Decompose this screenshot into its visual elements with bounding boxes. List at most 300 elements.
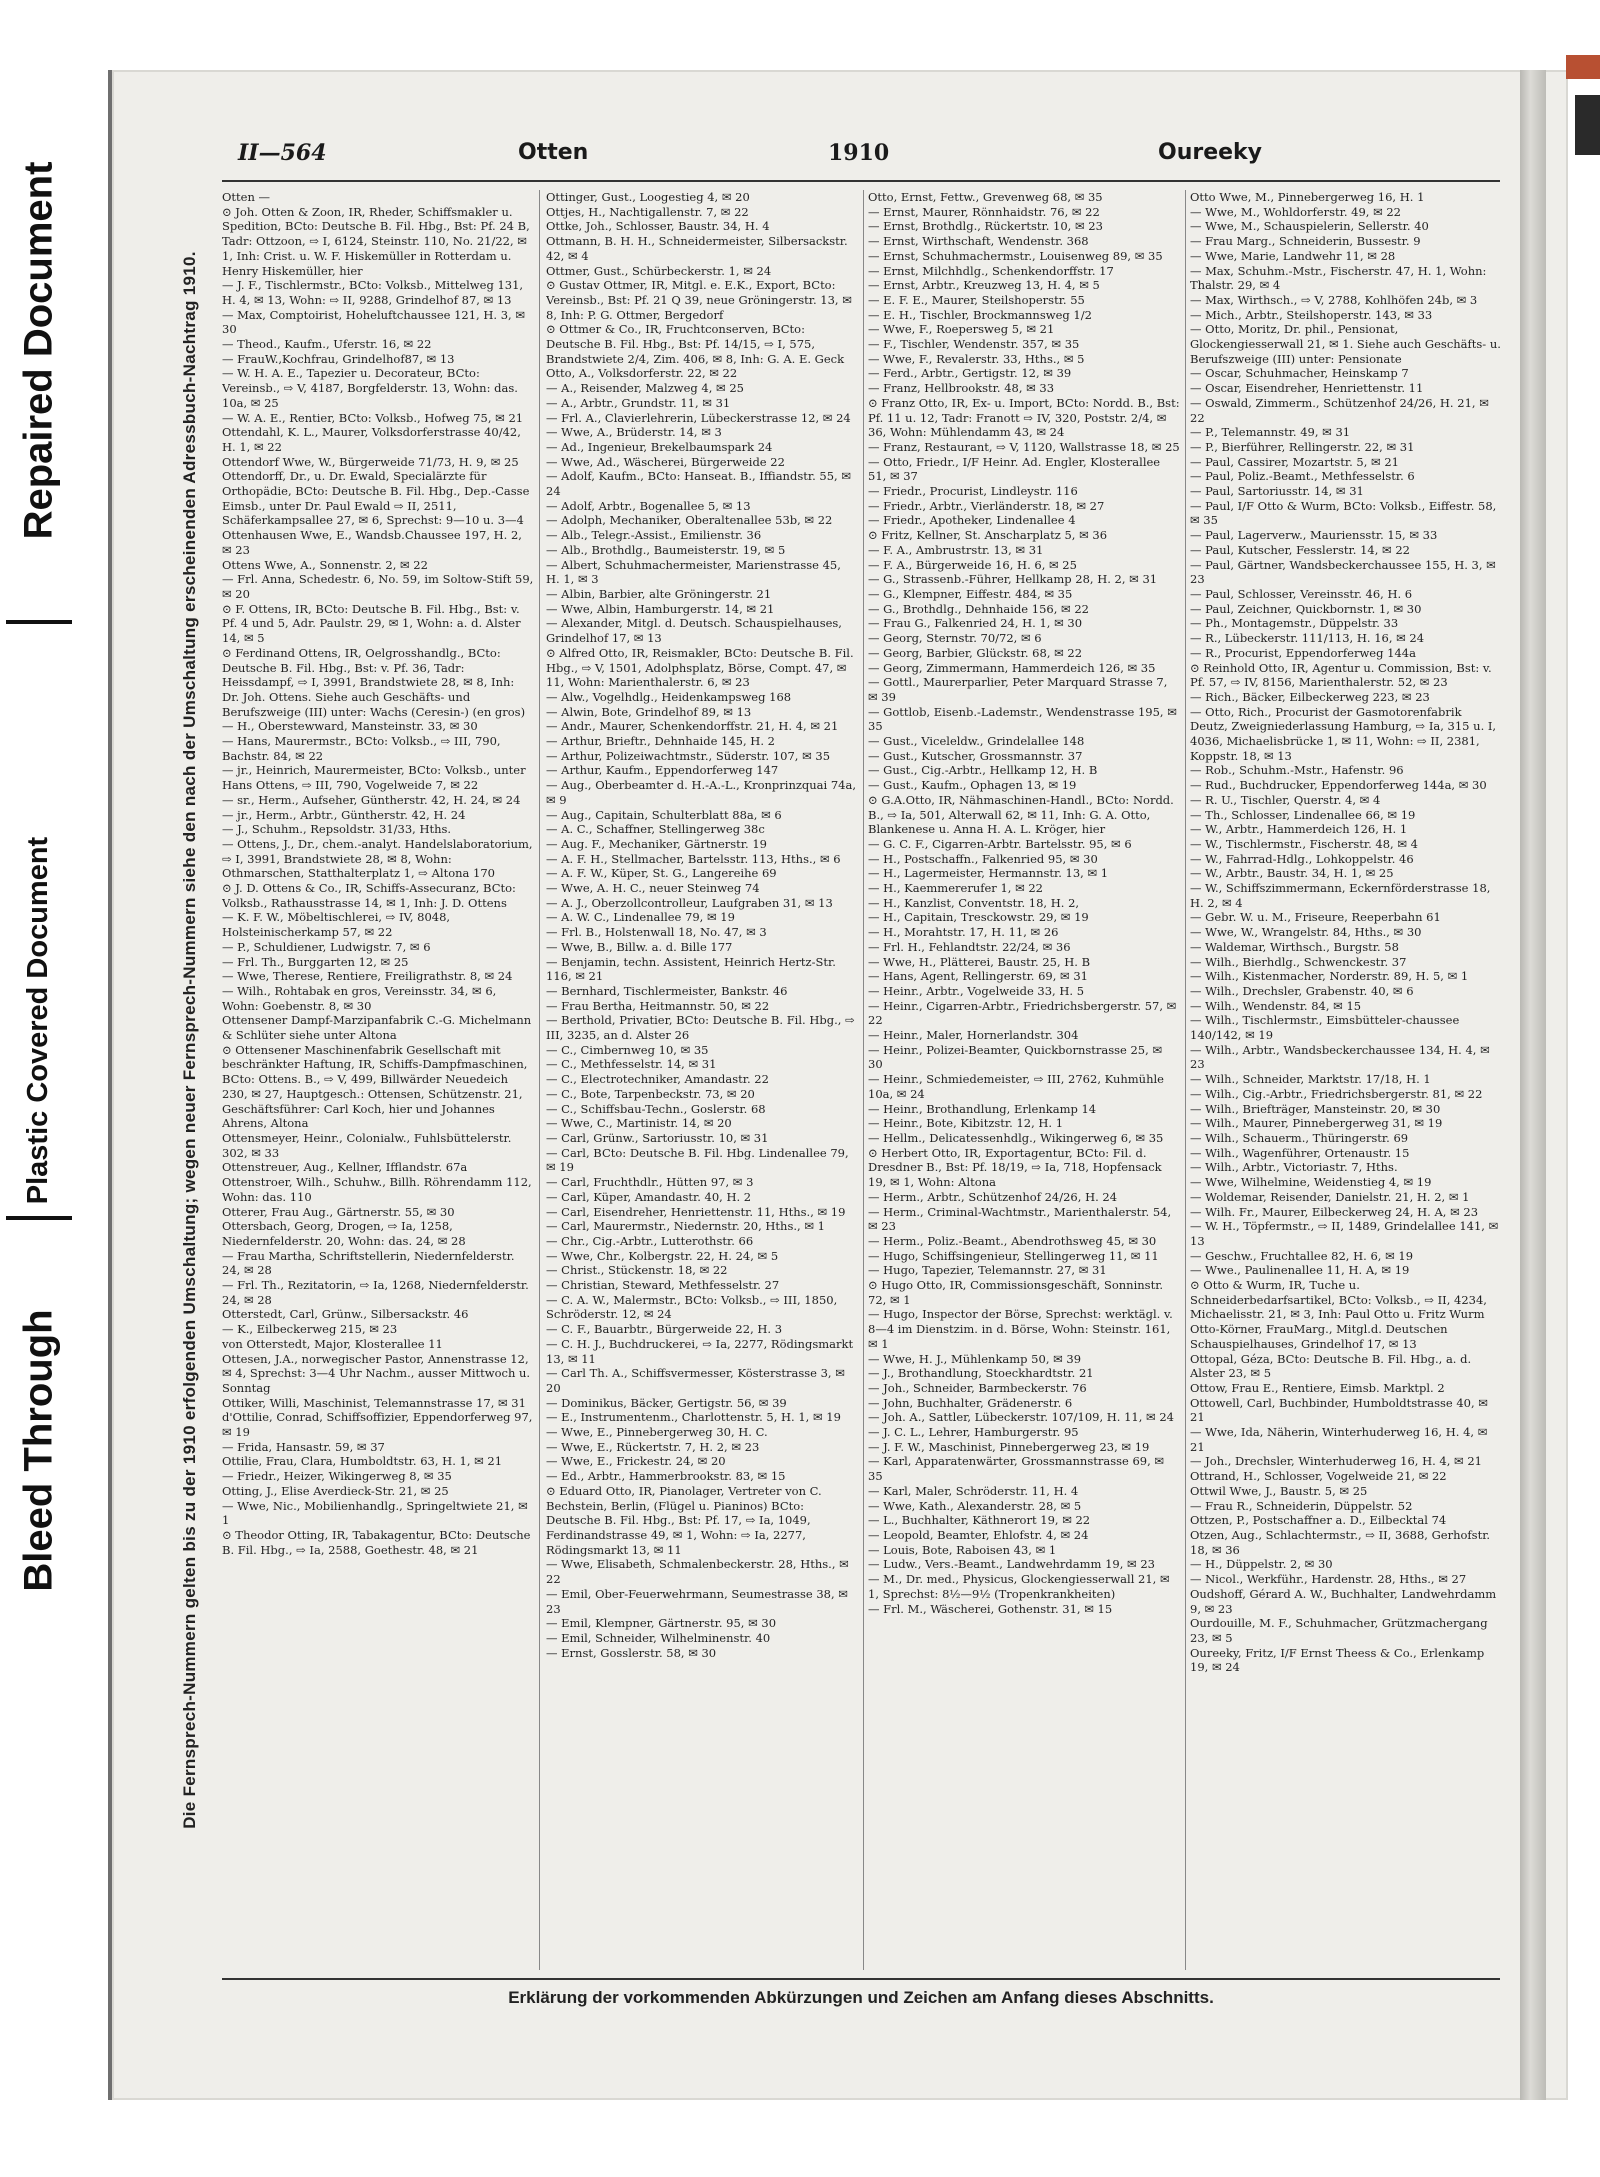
- directory-entry: — H., Kanzlist, Conventstr. 18, H. 2,: [868, 895, 1080, 910]
- directory-entry: — Gust., Kaufm., Ophagen 13, ✉ 19: [868, 778, 1077, 793]
- directory-entry: — Frau R., Schneiderin, Düppelstr. 52: [1190, 1498, 1413, 1513]
- directory-entry: ⊙ Ottensener Maschinenfabrik Gesellschaft mit beschränkter Haftung, IR, Schiffs-Dampfmaschinen, BCto: Ottens. B., ⇨ V, 499, Billwärder Neuedeich 230, ✉ 27, Hauptgesch.: Ottensen, Schützenstr. 21, Geschäftsführer: Carl Koch, hier und Johannes Ahrens, Altona: [222, 1042, 528, 1131]
- directory-entry: Otto, A., Volksdorferstr. 22, ✉ 22: [546, 366, 738, 381]
- directory-entry: — Frl. M., Wäscherei, Gothenstr. 31, ✉ 15: [868, 1601, 1113, 1616]
- directory-entry: Ottmann, B. H. H., Schneidermeister, Silbersackstr. 42, ✉ 4: [546, 234, 848, 263]
- directory-entry: — Frida, Hansastr. 59, ✉ 37: [222, 1439, 385, 1454]
- header-first-word: Otten: [518, 140, 589, 165]
- directory-entry: Ottendahl, K. L., Maurer, Volksdorferstrasse 40/42, H. 1, ✉ 22: [222, 425, 521, 454]
- directory-entry: Ottjes, H., Nachtigallenstr. 7, ✉ 22: [546, 204, 749, 219]
- directory-entry: — Wwe, M., Schauspielerin, Sellerstr. 40: [1190, 219, 1429, 234]
- plastic-covered-label: Plastic Covered Document: [22, 836, 55, 1204]
- directory-entry: — A. C., Schaffner, Stellingerweg 38c: [546, 822, 765, 837]
- directory-entry: — Albin, Barbier, alte Gröningerstr. 21: [546, 586, 772, 601]
- directory-entry: — K., Eilbeckerweg 215, ✉ 23: [222, 1322, 398, 1337]
- directory-entry: — Max, Schuhm.-Mstr., Fischerstr. 47, H. 1, Wohn: Thalstr. 29, ✉ 4: [1190, 263, 1487, 293]
- directory-entry: — H., Oberstewward, Mansteinstr. 33, ✉ 30: [222, 719, 478, 734]
- directory-entry: — K. F. W., Möbeltischlerei, ⇨ IV, 8048, Holsteinischerkamp 57, ✉ 22: [222, 910, 451, 940]
- directory-entry: Otzen, Aug., Schlachtermstr., ⇨ II, 3688, Gerhofstr. 18, ✉ 36: [1190, 1527, 1491, 1557]
- directory-entry: — W., Arbtr., Baustr. 34, H. 1, ✉ 25: [1190, 866, 1394, 881]
- directory-entry: — Adolf, Arbtr., Bogenallee 5, ✉ 13: [546, 498, 751, 513]
- directory-entry: Otto Wwe, M., Pinnebergerweg 16, H. 1: [1190, 190, 1425, 204]
- directory-entry: — G., Strassenb.-Führer, Hellkamp 28, H. 2, ✉ 31: [868, 572, 1158, 587]
- directory-entry: — Hugo, Inspector der Börse, Sprechst: werktägl. v. 8—4 im Dienstzim. in d. Börse, Wohn: Steinstr. 161, ✉ 1: [868, 1307, 1173, 1351]
- directory-entry: — Wilh., Wagenführer, Ortenaustr. 15: [1190, 1145, 1410, 1160]
- directory-entry: Ottersbach, Georg, Drogen, ⇨ Ia, 1258, Niedernfelderstr. 20, Wohn: das. 24, ✉ 28: [222, 1219, 466, 1248]
- directory-entry: — Otto, Rich., Procurist der Gasmotorenfabrik Deutz, Zweigniederlassung Hamburg, ⇨ Ia, 315 u. I, 4036, Michaelisbrücke 1, ✉ 11, Wohn: ⇨ II, 2381, Koppstr. 18, ✉ 13: [1190, 704, 1497, 763]
- directory-entry: — H., Düppelstr. 2, ✉ 30: [1190, 1557, 1333, 1572]
- directory-entry: — C., Schiffsbau-Techn., Goslerstr. 68: [546, 1101, 766, 1116]
- directory-entry: Ottinger, Gust., Loogestieg 4, ✉ 20: [546, 190, 750, 204]
- directory-entry: — A. W. C., Lindenallee 79, ✉ 19: [546, 910, 735, 925]
- directory-entry: Ottenstroer, Wilh., Schuhw., Billh. Röhrendamm 112, Wohn: das. 110: [222, 1175, 532, 1204]
- directory-entry: — G. C. F., Cigarren-Arbtr. Bartelsstr. 95, ✉ 6: [868, 836, 1132, 851]
- directory-entry: — Heinr., Brothandlung, Erlenkamp 14: [868, 1101, 1097, 1116]
- directory-entry: Oureeky, Fritz, I/F Ernst Theess & Co., Erlenkamp 19, ✉ 24: [1190, 1645, 1485, 1675]
- directory-entry: — A. F. W., Küper, St. G., Langereihe 69: [546, 866, 777, 881]
- directory-entry: — J. F., Tischlermstr., BCto: Volksb., Mittelweg 131, H. 4, ✉ 13, Wohn: ⇨ II, 9288, Grindelhof 87, ✉ 13: [222, 278, 524, 307]
- directory-entry: — FrauW.,Kochfrau, Grindelhof87, ✉ 13: [222, 351, 455, 366]
- directory-entry: — Karl, Apparatenwärter, Grossmannstrasse 69, ✉ 35: [868, 1454, 1165, 1484]
- directory-entry: — W., Fahrrad-Hdlg., Lohkoppelstr. 46: [1190, 851, 1414, 866]
- directory-entry: — Waldemar, Wirthsch., Burgstr. 58: [1190, 939, 1399, 954]
- directory-entry: — W. H., Töpfermstr., ⇨ II, 1489, Grindelallee 141, ✉ 13: [1190, 1219, 1499, 1248]
- directory-entry: — Otto, Moritz, Dr. phil., Pensionat, Glockengiesserwall 21, ✉ 1. Siehe auch Geschäfts- u. Berufszweige (III) unter: Pensionate: [1190, 322, 1501, 366]
- directory-entry: — Franz, Restaurant, ⇨ V, 1120, Wallstrasse 18, ✉ 25: [868, 439, 1180, 454]
- directory-entry: — Wwe, Marie, Landwehr 11, ✉ 28: [1190, 248, 1396, 263]
- directory-entry: — Georg, Sternstr. 70/72, ✉ 6: [868, 631, 1042, 646]
- telephone-notice: Die Fernsprech-Nummern gelten bis zu der 1910 erfolgenden Umschaltung; wegen neuer Fernsprech-Nummern siehe den nach der Umschaltung erscheinenden Adressbuch-Nachtrag 1910.: [180, 251, 199, 1829]
- directory-entry: Ottensener Dampf-Marzipanfabrik C.-G. Michelmann & Schlüter siehe unter Altona: [222, 1013, 532, 1043]
- directory-entry: — Wwe, Wilhelmine, Weidenstieg 4, ✉ 19: [1190, 1175, 1432, 1190]
- column-rule: [1185, 190, 1186, 1970]
- column-rule: [539, 190, 540, 1970]
- directory-entry: — Frl. Th., Rezitatorin, ⇨ Ia, 1268, Niedernfelderstr. 24, ✉ 28: [222, 1278, 529, 1307]
- directory-entry: Otterstedt, Carl, Grünw., Silbersackstr. 46: [222, 1307, 469, 1322]
- red-marker-tab: [1566, 55, 1600, 79]
- directory-entry: Ottendorf Wwe, W., Bürgerweide 71/73, H. 9, ✉ 25: [222, 454, 519, 469]
- directory-entry: — Frau G., Falkenried 24, H. 1, ✉ 30: [868, 616, 1083, 631]
- directory-entry: — Ernst, Milchhdlg., Schenkendorffstr. 17: [868, 263, 1114, 278]
- header-rule: [222, 180, 1500, 182]
- directory-entry: Ottenhausen Wwe, E., Wandsb.Chaussee 197, H. 2, ✉ 23: [222, 528, 522, 557]
- directory-entry: — Frl. A., Clavierlehrerin, Lübeckerstrasse 12, ✉ 24: [546, 410, 851, 425]
- directory-entry: Otterer, Frau Aug., Gärtnerstr. 55, ✉ 30: [222, 1204, 455, 1219]
- directory-entry: — Rich., Bäcker, Eilbeckerweg 223, ✉ 23: [1190, 689, 1430, 704]
- directory-entry: — jr., Heinrich, Maurermeister, BCto: Volksb., unter Hans Ottens, ⇨ III, 790, Vogelweide 7, ✉ 22: [222, 763, 526, 793]
- directory-entry: — Wwe, H., Plätterei, Baustr. 25, H. B: [868, 954, 1091, 969]
- directory-entry: — Wilh., Bierhdlg., Schwenckestr. 37: [1190, 954, 1407, 969]
- directory-entry: Ottke, Joh., Schlosser, Baustr. 34, H. 4: [546, 219, 770, 234]
- directory-entry: — G., Brothdlg., Dehnhaide 156, ✉ 22: [868, 601, 1089, 616]
- directory-entry: — Heinr., Arbtr., Vogelweide 33, H. 5: [868, 983, 1085, 998]
- page-header: [238, 140, 1478, 176]
- directory-entry: — Benjamin, techn. Assistent, Heinrich Hertz-Str. 116, ✉ 21: [546, 954, 836, 984]
- directory-entry: — Arthur, Kaufm., Eppendorferweg 147: [546, 763, 779, 778]
- directory-entry: — F., Tischler, Wendenstr. 357, ✉ 35: [868, 337, 1080, 352]
- directory-entry: — C. F., Bauarbtr., Bürgerweide 22, H. 3: [546, 1322, 783, 1337]
- directory-entry: Otten —: [222, 190, 271, 204]
- directory-entry: — Oswald, Zimmerm., Schützenhof 24/26, H. 21, ✉ 22: [1190, 395, 1489, 425]
- directory-entry: — Gust., Cig.-Arbtr., Hellkamp 12, H. B: [868, 763, 1098, 778]
- directory-entry: — Berthold, Privatier, BCto: Deutsche B. Fil. Hbg., ⇨ III, 3235, an d. Alster 26: [546, 1013, 855, 1043]
- directory-entry: Ottow, Frau E., Rentiere, Eimsb. Marktpl. 2: [1190, 1380, 1445, 1395]
- directory-entry: — Woldemar, Reisender, Danielstr. 21, H. 2, ✉ 1: [1190, 1189, 1470, 1204]
- directory-entry: — R., Lübeckerstr. 111/113, H. 16, ✉ 24: [1190, 631, 1425, 646]
- directory-entry: — Frau Bertha, Heitmannstr. 50, ✉ 22: [546, 998, 770, 1013]
- directory-entry: — Heinr., Schmiedemeister, ⇨ III, 2762, Kuhmühle 10a, ✉ 24: [868, 1072, 1164, 1101]
- directory-entry: — P., Schuldiener, Ludwigstr. 7, ✉ 6: [222, 939, 431, 954]
- directory-entry: Otto, Ernst, Fettw., Grevenweg 68, ✉ 35: [868, 190, 1103, 204]
- directory-entry: — Oscar, Schuhmacher, Heinskamp 7: [1190, 366, 1409, 381]
- directory-entry: Ottendorff, Dr., u. Dr. Ewald, Specialärzte für Orthopädie, BCto: Deutsche B. Fil. Hbg., Dep.-Casse Eimsb., unter Dr. Paul Ewald ⇨ II, 2511, Schäferkampsallee 27, ✉ 6, Sprechst: 9—10 u. 3—4: [222, 469, 530, 528]
- directory-entry: — Carl, Eisendreher, Henriettenstr. 11, Hths., ✉ 19: [546, 1204, 846, 1219]
- directory-entry: Ourdouille, M. F., Schuhmacher, Grützmachergang 23, ✉ 5: [1190, 1616, 1488, 1645]
- directory-entry: — Wwe, F., Revalerstr. 33, Hths., ✉ 5: [868, 351, 1085, 366]
- directory-entry: — Wwe, Chr., Kolbergstr. 22, H. 24, ✉ 5: [546, 1248, 779, 1263]
- directory-entry: — Hugo, Tapezier, Telemannstr. 27, ✉ 31: [868, 1263, 1107, 1278]
- directory-entry: — Karl, Maler, Schröderstr. 11, H. 4: [868, 1483, 1079, 1498]
- directory-entry: ⊙ Ottmer & Co., IR, Fruchtconserven, BCto: Deutsche B. Fil. Hbg., Bst: Pf. 14/15, ⇨ I, 575, Brandstwiete 2/4, Zim. 406, ✉ 8, Inh: G. A. E. Geck: [546, 322, 845, 366]
- directory-entry: — Emil, Klempner, Gärtnerstr. 95, ✉ 30: [546, 1616, 777, 1631]
- directory-entry: — Christian, Steward, Methfesselstr. 27: [546, 1278, 780, 1293]
- directory-entry: — Gottl., Maurerparlier, Peter Marquard Strasse 7, ✉ 39: [868, 675, 1168, 704]
- directory-entry: — Alb., Telegr.-Assist., Emilienstr. 36: [546, 528, 762, 543]
- directory-entry: — H., Postschaffn., Falkenried 95, ✉ 30: [868, 851, 1098, 866]
- directory-entry: — Adolph, Mechaniker, Oberaltenallee 53b, ✉ 22: [546, 513, 833, 528]
- directory-entry: Ottowell, Carl, Buchbinder, Humboldtstrasse 40, ✉ 21: [1190, 1395, 1488, 1425]
- directory-entry: — E. H., Tischler, Brockmannsweg 1/2: [868, 307, 1092, 322]
- directory-entry: — Ottens, J., Dr., chem.-analyt. Handelslaboratorium, ⇨ I, 3991, Brandstwiete 28, ✉ 8, Wohn: Othmarschen, Statthalterplatz 1, ⇨ Altona 170: [222, 836, 533, 881]
- directory-entry: — Wwe, E., Rückertstr. 7, H. 2, ✉ 23: [546, 1439, 760, 1454]
- directory-entry: — G., Klempner, Eiffestr. 484, ✉ 35: [868, 586, 1073, 601]
- directory-entry: — Alwin, Bote, Grindelhof 89, ✉ 13: [546, 704, 752, 719]
- directory-entry: Ottopal, Géza, BCto: Deutsche B. Fil. Hbg., a. d. Alster 23, ✉ 5: [1190, 1351, 1472, 1381]
- directory-entry: — Wwe, Elisabeth, Schmalenbeckerstr. 28, Hths., ✉ 22: [546, 1557, 849, 1587]
- directory-entry: — Hellm., Delicatessenhdlg., Wikingerweg 6, ✉ 35: [868, 1131, 1164, 1145]
- directory-entry: — Max, Comptoirist, Hoheluftchaussee 121, H. 3, ✉ 30: [222, 307, 525, 337]
- directory-entry: — Wilh., Schneider, Marktstr. 17/18, H. 1: [1190, 1072, 1431, 1087]
- directory-entry: ⊙ Franz Otto, IR, Ex- u. Import, BCto: Nordd. B., Bst: Pf. 11 u. 12, Tadr: Franott ⇨ IV, 320, Poststr. 2/4, ✉ 36, Wohn: Mühlendamm 43, ✉ 24: [868, 395, 1180, 440]
- directory-entry: ⊙ J. D. Ottens & Co., IR, Schiffs-Assecuranz, BCto: Volksb., Rathausstrasse 14, ✉ 1, Inh: J. D. Ottens: [222, 881, 516, 910]
- directory-entry: — H., Kaemmererufer 1, ✉ 22: [868, 881, 1043, 896]
- column-3: [868, 190, 1180, 1970]
- repaired-document-label: Repaired Document: [16, 161, 61, 539]
- directory-entry: — Frl. Anna, Schedestr. 6, No. 59, im Soltow-Stift 59, ✉ 20: [222, 572, 534, 601]
- directory-entry: — Gust., Viceleldw., Grindelallee 148: [868, 734, 1085, 749]
- directory-entry: ⊙ Eduard Otto, IR, Pianolager, Vertreter von C. Bechstein, Berlin, (Flügel u. Pianinos) BCto: Deutsche B. Fil. Hbg., Bst: Pf. 17, ⇨ Ia, 1049, Ferdinandstrasse 49, ✉ 1, Wohn: ⇨ Ia, 2277, Rödingsmarkt 13, ✉ 11: [546, 1483, 822, 1557]
- directory-entry: — Wwe, A. H. C., neuer Steinweg 74: [546, 881, 760, 896]
- directory-entry: — Oscar, Eisendreher, Henriettenstr. 11: [1190, 381, 1424, 396]
- directory-entry: — Ernst, Schuhmachermstr., Louisenweg 89, ✉ 35: [868, 248, 1163, 263]
- directory-entry: — Heinr., Cigarren-Arbtr., Friedrichsbergerstr. 57, ✉ 22: [868, 998, 1177, 1028]
- directory-entry: — A., Arbtr., Grundstr. 11, ✉ 31: [546, 395, 731, 410]
- directory-entry: ⊙ G.A.Otto, IR, Nähmaschinen-Handl., BCto: Nordd. B., ⇨ Ia, 501, Alterwall 62, ✉ 11, Inh: G. A. Otto, Blankenese u. Anna H. A. L. Kröger, hier: [868, 792, 1174, 837]
- directory-entry: — L., Buchhalter, Käthnerort 19, ✉ 22: [868, 1513, 1091, 1528]
- footer-rule: [222, 1978, 1500, 1980]
- directory-entry: — Wwe, Kath., Alexanderstr. 28, ✉ 5: [868, 1498, 1082, 1513]
- directory-entry: — Joh. A., Sattler, Lübeckerstr. 107/109, H. 11, ✉ 24: [868, 1410, 1174, 1425]
- directory-entry: Ottensmeyer, Heinr., Colonialw., Fuhlsbüttelerstr. 302, ✉ 33: [222, 1131, 512, 1160]
- page-edge: [1520, 70, 1546, 2100]
- directory-entry: — Franz, Hellbrookstr. 48, ✉ 33: [868, 381, 1055, 396]
- directory-entry: — Ferd., Arbtr., Gertigstr. 12, ✉ 39: [868, 366, 1072, 381]
- directory-entry: — Arthur, Brieftr., Dehnhaide 145, H. 2: [546, 734, 775, 749]
- directory-entry: — Paul, Cassirer, Mozartstr. 5, ✉ 21: [1190, 454, 1399, 469]
- directory-entry: ⊙ Alfred Otto, IR, Reismakler, BCto: Deutsche B. Fil. Hbg., ⇨ V, 1501, Adolphsplatz, Börse, Compt. 47, ✉ 11, Wohn: Marienthalerstr. 6, ✉ 23: [546, 645, 854, 690]
- directory-entry: — E., Instrumentenm., Charlottenstr. 5, H. 1, ✉ 19: [546, 1410, 841, 1425]
- directory-entry: — H., Capitain, Tresckowstr. 29, ✉ 19: [868, 910, 1089, 925]
- directory-entry: — Dominikus, Bäcker, Gertigstr. 56, ✉ 39: [546, 1395, 787, 1410]
- directory-entry: — C. H. J., Buchdruckerei, ⇨ Ia, 2277, Rödingsmarkt 13, ✉ 11: [546, 1336, 854, 1366]
- directory-entry: — Aug. F., Mechaniker, Gärtnerstr. 19: [546, 836, 767, 851]
- directory-entry: — Wwe, Nic., Mobilienhandlg., Springeltwiete 21, ✉ 1: [222, 1498, 528, 1528]
- directory-entry: — W., Schiffszimmermann, Eckernförderstrasse 18, H. 2, ✉ 4: [1190, 881, 1491, 910]
- directory-entry: — F. A., Ambrustrstr. 13, ✉ 31: [868, 542, 1044, 557]
- directory-entry: — Paul, Lagerverw., Mauriensstr. 15, ✉ 33: [1190, 528, 1438, 543]
- directory-entry: — Paul, Schlosser, Vereinsstr. 46, H. 6: [1190, 586, 1413, 601]
- directory-entry: — Wwe, Therese, Rentiere, Freiligrathstr. 8, ✉ 24: [222, 969, 513, 984]
- column-1: [222, 190, 534, 1970]
- directory-entry: — Paul, Zeichner, Quickbornstr. 1, ✉ 30: [1190, 601, 1422, 616]
- directory-entry: — John, Buchhalter, Grädenerstr. 6: [868, 1395, 1073, 1410]
- directory-entry: ⊙ Ferdinand Ottens, IR, Oelgrosshandlg., BCto: Deutsche B. Fil. Hbg., Bst: v. Pf. 36, Tadr: Heissdampf, ⇨ I, 3991, Brandstwiete 28, ✉ 8, Inh: Dr. Joh. Ottens. Siehe auch Geschäfts- und Berufszweige (III) unter: Wachs (Ceresin-) (en gros): [222, 645, 526, 719]
- directory-entry: — Adolf, Kaufm., BCto: Hanseat. B., Iffiandstr. 55, ✉ 24: [546, 469, 851, 499]
- directory-entry: Ottesen, J.A., norwegischer Pastor, Annenstrasse 12, ✉ 4, Sprechst: 3—4 Uhr Nachm., ausser Mittwoch u. Sonntag: [222, 1351, 531, 1395]
- directory-entry: — Wilh., Briefträger, Mansteinstr. 20, ✉ 30: [1190, 1101, 1441, 1116]
- directory-entry: — Herm., Arbtr., Schützenhof 24/26, H. 24: [868, 1189, 1118, 1204]
- directory-entry: — Carl, BCto: Deutsche B. Fil. Hbg. Lindenallee 79, ✉ 19: [546, 1145, 849, 1175]
- directory-entry: — M., Dr. med., Physicus, Glockengiesserwall 21, ✉ 1, Sprechst: 8½—9½ (Tropenkrankheiten): [868, 1572, 1170, 1601]
- bleed-through-label: Bleed Through: [16, 1308, 61, 1592]
- directory-entry: ⊙ Otto & Wurm, IR, Tuche u. Schneiderbedarfsartikel, BCto: Volksb., ⇨ II, 4234, Michaelisstr. 21, ✉ 3, Inh: Paul Otto u. Fritz Wurm: [1190, 1278, 1487, 1322]
- directory-entry: — Heinr., Maler, Hornerlandstr. 304: [868, 1028, 1079, 1043]
- directory-entry: — Friedr., Procurist, Lindleystr. 116: [868, 484, 1078, 499]
- directory-entry: — P., Bierführer, Rellingerstr. 22, ✉ 31: [1190, 439, 1415, 454]
- directory-entry: — Heinr., Polizei-Beamter, Quickbornstrasse 25, ✉ 30: [868, 1042, 1163, 1072]
- directory-entry: ⊙ Theodor Otting, IR, Tabakagentur, BCto: Deutsche B. Fil. Hbg., ⇨ Ia, 2588, Goethestr. 48, ✉ 21: [222, 1527, 531, 1557]
- directory-entry: — J., Brothandlung, Stoeckhardtstr. 21: [868, 1366, 1094, 1381]
- directory-entry: Ottzen, P., Postschaffner a. D., Eilbecktal 74: [1190, 1513, 1447, 1528]
- directory-entry: — Ernst, Arbtr., Kreuzweg 13, H. 4, ✉ 5: [868, 278, 1100, 293]
- directory-entry: — Carl, Küper, Amandastr. 40, H. 2: [546, 1189, 752, 1204]
- directory-entry: — Frl. B., Holstenwall 18, No. 47, ✉ 3: [546, 925, 767, 940]
- directory-entry: — C. A. W., Malermstr., BCto: Volksb., ⇨ III, 1850, Schröderstr. 12, ✉ 24: [546, 1292, 838, 1322]
- directory-entry: — Wilh., Drechsler, Grabenstr. 40, ✉ 6: [1190, 983, 1414, 998]
- directory-entry: d'Ottilie, Conrad, Schiffsoffizier, Eppendorferweg 97, ✉ 19: [222, 1410, 533, 1440]
- directory-entry: — Ed., Arbtr., Hammerbrookstr. 83, ✉ 15: [546, 1469, 786, 1484]
- directory-entry: — Carl, Grünw., Sartoriusstr. 10, ✉ 31: [546, 1131, 769, 1145]
- directory-entry: — Friedr., Arbtr., Vierländerstr. 18, ✉ 27: [868, 498, 1105, 513]
- directory-entry: — Hans, Agent, Rellingerstr. 69, ✉ 31: [868, 969, 1088, 984]
- header-last-word: Oureeky: [1158, 140, 1263, 165]
- directory-entry: — Wwe, H. J., Mühlenkamp 50, ✉ 39: [868, 1351, 1082, 1366]
- directory-entry: — Paul, Poliz.-Beamt., Methfesselstr. 6: [1190, 469, 1415, 484]
- directory-entry: — C., Cimbernweg 10, ✉ 35: [546, 1042, 709, 1057]
- directory-entry: Otting, J., Elise Averdieck-Str. 21, ✉ 25: [222, 1483, 449, 1498]
- directory-entry: Ottwil Wwe, J., Baustr. 5, ✉ 25: [1190, 1483, 1368, 1498]
- directory-entry: — Louis, Bote, Raboisen 43, ✉ 1: [868, 1542, 1057, 1557]
- directory-entry: ⊙ Reinhold Otto, IR, Agentur u. Commission, Bst: v. Pf. 57, ⇨ IV, 8156, Marienthalerstr. 52, ✉ 23: [1190, 660, 1492, 690]
- column-rule: [863, 190, 864, 1970]
- directory-entry: — Wilh., Arbtr., Wandsbeckerchaussee 134, H. 4, ✉ 23: [1190, 1042, 1490, 1072]
- directory-entry: — C., Methfesselstr. 14, ✉ 31: [546, 1057, 717, 1072]
- directory-entry: — Frl. Th., Burggarten 12, ✉ 25: [222, 954, 409, 969]
- directory-entry: — Georg, Barbier, Glückstr. 68, ✉ 22: [868, 645, 1083, 660]
- directory-entry: — R. U., Tischler, Querstr. 4, ✉ 4: [1190, 792, 1381, 807]
- directory-entry: — A., Reisender, Malzweg 4, ✉ 25: [546, 381, 744, 396]
- directory-entry: — Otto, Friedr., I/F Heinr. Ad. Engler, Klosterallee 51, ✉ 37: [868, 454, 1161, 484]
- directory-entry: — W., Tischlermstr., Fischerstr. 48, ✉ 4: [1190, 836, 1418, 851]
- directory-entry: — Wwe, Ad., Wäscherei, Bürgerweide 22: [546, 454, 785, 469]
- directory-entry: — Arthur, Polizeiwachtmstr., Süderstr. 107, ✉ 35: [546, 748, 831, 763]
- directory-entry: — Herm., Criminal-Wachtmstr., Marienthalerstr. 54, ✉ 23: [868, 1204, 1172, 1234]
- directory-entry: — Alb., Brothdlg., Baumeisterstr. 19, ✉ 5: [546, 542, 786, 557]
- directory-entry: — sr., Herm., Aufseher, Güntherstr. 42, H. 24, ✉ 24: [222, 792, 521, 807]
- directory-entry: — Andr., Maurer, Schenkendorffstr. 21, H. 4, ✉ 21: [546, 719, 839, 734]
- directory-entry: — Aug., Oberbeamter d. H.-A.-L., Kronprinzquai 74a, ✉ 9: [546, 778, 857, 807]
- directory-entry: — C., Bote, Tarpenbeckstr. 73, ✉ 20: [546, 1086, 755, 1101]
- directory-entry: — Chr., Cig.-Arbtr., Lutterothstr. 66: [546, 1233, 754, 1248]
- directory-entry: — Wilh., Tischlermstr., Eimsbütteler-chaussee 140/142, ✉ 19: [1190, 1013, 1460, 1043]
- directory-entry: — Aug., Capitain, Schulterblatt 88a, ✉ 6: [546, 807, 782, 822]
- archival-label-strip: [0, 0, 78, 2177]
- directory-entry: — Paul, I/F Otto & Wurm, BCto: Volksb., Eiffestr. 58, ✉ 35: [1190, 498, 1497, 528]
- column-2: [546, 190, 858, 1970]
- directory-entry: — J. F. W., Maschinist, Pinnebergerweg 23, ✉ 19: [868, 1439, 1150, 1454]
- directory-entry: ⊙ Hugo Otto, IR, Commissionsgeschäft, Sonninstr. 72, ✉ 1: [868, 1278, 1164, 1307]
- directory-entry: Ottmer, Gust., Schürbeckerstr. 1, ✉ 24: [546, 263, 772, 278]
- directory-entry: — Wwe, B., Billw. a. d. Bille 177: [546, 939, 733, 954]
- directory-entry: — Carl Th. A., Schiffsvermesser, Kösterstrasse 3, ✉ 20: [546, 1366, 845, 1395]
- directory-entry: Ottenstreuer, Aug., Kellner, Ifflandstr. 67a: [222, 1160, 468, 1175]
- directory-entry: — Gust., Kutscher, Grossmannstr. 37: [868, 748, 1083, 763]
- directory-entry: — Wwe, E., Pinnebergerweg 30, H. C.: [546, 1425, 768, 1440]
- directory-entry: Ottens Wwe, A., Sonnenstr. 2, ✉ 22: [222, 557, 428, 572]
- directory-entry: — Leopold, Beamter, Ehlofstr. 4, ✉ 24: [868, 1527, 1089, 1542]
- directory-entry: — F. A., Bürgerweide 16, H. 6, ✉ 25: [868, 557, 1077, 572]
- directory-entry: — Wilh., Maurer, Pinnebergerweg 31, ✉ 19: [1190, 1116, 1443, 1131]
- directory-entry: — Heinr., Bote, Kibitzstr. 12, H. 1: [868, 1116, 1064, 1131]
- directory-entry: — Wilh., Arbtr., Victoriastr. 7, Hths.: [1190, 1160, 1398, 1175]
- header-year: 1910: [828, 140, 890, 166]
- directory-entry: — Wilh., Cig.-Arbtr., Friedrichsbergerstr. 81, ✉ 22: [1190, 1086, 1483, 1101]
- directory-entry: — C., Electrotechniker, Amandastr. 22: [546, 1072, 769, 1087]
- directory-entry: — Frl. H., Fehlandtstr. 22/24, ✉ 36: [868, 939, 1071, 954]
- directory-entry: — Hugo, Schiffsingenieur, Stellingerweg 11, ✉ 11: [868, 1248, 1159, 1263]
- directory-entry: — Wwe, F., Roepersweg 5, ✉ 21: [868, 322, 1055, 337]
- directory-entry: — Mich., Arbtr., Steilshoperstr. 143, ✉ 33: [1190, 307, 1433, 322]
- directory-entry: — Herm., Poliz.-Beamt., Abendrothsweg 45, ✉ 30: [868, 1233, 1157, 1248]
- directory-entry: — Paul, Kutscher, Fesslerstr. 14, ✉ 22: [1190, 542, 1410, 557]
- directory-entry: — J. C. L., Lehrer, Hamburgerstr. 95: [868, 1425, 1079, 1440]
- directory-entry: — W. A. E., Rentier, BCto: Volksb., Hofweg 75, ✉ 21: [222, 410, 524, 425]
- directory-entry: — Carl, Fruchthdlr., Hütten 97, ✉ 3: [546, 1175, 754, 1190]
- directory-entry: — Bernhard, Tischlermeister, Bankstr. 46: [546, 983, 788, 998]
- directory-entry: ⊙ Herbert Otto, IR, Exportagentur, BCto: Fil. d. Dresdner B., Bst: Pf. 18/19, ⇨ Ia, 718, Hopfensack 19, ✉ 1, Wohn: Altona: [868, 1145, 1162, 1190]
- column-4: [1190, 190, 1502, 1970]
- directory-entry: — jr., Herm., Arbtr., Güntherstr. 42, H. 24: [222, 807, 466, 822]
- directory-entry: — Paul, Gärtner, Wandsbeckerchaussee 155, H. 3, ✉ 23: [1190, 557, 1496, 587]
- directory-entry: — Wwe, C., Martinistr. 14, ✉ 20: [546, 1116, 732, 1131]
- directory-entry: — Christ., Stückenstr. 18, ✉ 22: [546, 1263, 728, 1278]
- directory-entry: — Wwe, Ida, Näherin, Winterhuderweg 16, H. 4, ✉ 21: [1190, 1425, 1488, 1454]
- directory-entry: — J., Schuhm., Repsoldstr. 31/33, Hths.: [222, 822, 452, 837]
- directory-entry: Ottilie, Frau, Clara, Humboldtstr. 63, H. 1, ✉ 21: [222, 1454, 503, 1469]
- directory-entry: ⊙ Fritz, Kellner, St. Anscharplatz 5, ✉ 36: [868, 528, 1108, 543]
- directory-entry: — R., Procurist, Eppendorferweg 144a: [1190, 645, 1416, 660]
- directory-entry: — Joh., Drechsler, Winterhuderweg 16, H. 4, ✉ 21: [1190, 1454, 1482, 1469]
- directory-entry: — Carl, Maurermstr., Niedernstr. 20, Hths., ✉ 1: [546, 1219, 825, 1234]
- directory-entry: ⊙ F. Ottens, IR, BCto: Deutsche B. Fil. Hbg., Bst: v. Pf. 4 und 5, Adr. Paulstr. 29, ✉ 1, Wohn: a. d. Alster 14, ✉ 5: [222, 601, 521, 646]
- directory-entry: — Friedr., Apotheker, Lindenallee 4: [868, 513, 1076, 528]
- directory-entry: — Albert, Schuhmachermeister, Marienstrasse 45, H. 1, ✉ 3: [546, 557, 841, 587]
- directory-entry: — Geschw., Fruchtallee 82, H. 6, ✉ 19: [1190, 1248, 1414, 1263]
- directory-entry: — Theod., Kaufm., Uferstr. 16, ✉ 22: [222, 337, 432, 352]
- directory-entry: — Gebr. W. u. M., Friseure, Reeperbahn 61: [1190, 910, 1441, 925]
- directory-entry: Oudshoff, Gérard A. W., Buchhalter, Landwehrdamm 9, ✉ 23: [1190, 1586, 1497, 1616]
- directory-entry: — Ad., Ingenieur, Brekelbaumspark 24: [546, 439, 773, 454]
- directory-entry: ⊙ Gustav Ottmer, IR, Mitgl. e. E.K., Export, BCto: Vereinsb., Bst: Pf. 21 Q 39, neue Gröningerstr. 13, ✉ 8, Inh: P. G. Ottmer, Bergedorf: [546, 278, 852, 322]
- directory-entry: Ottiker, Willi, Maschinist, Telemannstrasse 17, ✉ 31: [222, 1395, 526, 1410]
- directory-entry: — Hans, Maurermstr., BCto: Volksb., ⇨ III, 790, Bachstr. 84, ✉ 22: [222, 734, 501, 763]
- directory-entry: — Ernst, Wirthschaft, Wendenstr. 368: [868, 234, 1089, 249]
- directory-entry: — Rob., Schuhm.-Mstr., Hafenstr. 96: [1190, 763, 1404, 778]
- directory-entry: — Georg, Zimmermann, Hammerdeich 126, ✉ 35: [868, 660, 1156, 675]
- directory-entry: — Wwe, A., Brüderstr. 14, ✉ 3: [546, 425, 722, 440]
- label-divider: [6, 620, 72, 624]
- directory-entry: — Frau Martha, Schriftstellerin, Niedernfelderstr. 24, ✉ 28: [222, 1248, 515, 1278]
- directory-entry: — W. H. A. E., Tapezier u. Decorateur, BCto: Vereinsb., ⇨ V, 4187, Borgfelderstr. 13, Wohn: das. 10a, ✉ 25: [222, 366, 518, 410]
- directory-entry: — Emil, Schneider, Wilhelminenstr. 40: [546, 1630, 771, 1645]
- directory-entry: — Frau Marg., Schneiderin, Bussestr. 9: [1190, 234, 1421, 249]
- directory-entry: — Wilh., Schauerm., Thüringerstr. 69: [1190, 1131, 1409, 1145]
- footer-note: Erklärung der vorkommenden Abkürzungen und Zeichen am Anfang dieses Abschnitts.: [508, 1988, 1214, 2007]
- directory-entry: ⊙ Joh. Otten & Zoon, IR, Rheder, Schiffsmakler u. Spedition, BCto: Deutsche B. Fil. Hbg., Bst: Pf. 24 B, Tadr: Ottzoon, ⇨ I, 6124, Steinstr. 110, No. 21/22, ✉ 1, Inh: Crist. u. W. F. Hiskemüller in Rotterdam u. Henry Hiskemüller, hier: [222, 204, 530, 278]
- directory-entry: Ottrand, H., Schlosser, Vogelweide 21, ✉ 22: [1190, 1469, 1447, 1484]
- directory-entry: — Friedr., Heizer, Wikingerweg 8, ✉ 35: [222, 1469, 452, 1484]
- directory-entry: — H., Lagermeister, Hermannstr. 13, ✉ 1: [868, 866, 1109, 881]
- directory-entry: — E. F. E., Maurer, Steilshoperstr. 55: [868, 292, 1085, 307]
- directory-entry: — Wwe, W., Wrangelstr. 84, Hths., ✉ 30: [1190, 925, 1422, 940]
- directory-entry: Otto-Körner, FrauMarg., Mitgl.d. Deutschen Schauspielhauses, Grindelhof 17, ✉ 13: [1190, 1322, 1448, 1351]
- directory-entry: — Alexander, Mitgl. d. Deutsch. Schauspielhauses, Grindelhof 17, ✉ 13: [546, 616, 842, 646]
- directory-entry: — Ludw., Vers.-Beamt., Landwehrdamm 19, ✉ 23: [868, 1557, 1155, 1572]
- directory-entry: von Otterstedt, Major, Klosterallee 11: [222, 1336, 443, 1351]
- directory-entry: — Rud., Buchdrucker, Eppendorferweg 144a, ✉ 30: [1190, 778, 1487, 793]
- directory-entry: — W., Arbtr., Hammerdeich 126, H. 1: [1190, 822, 1408, 837]
- directory-entry: — Nicol., Werkführ., Hardenstr. 28, Hths., ✉ 27: [1190, 1572, 1467, 1587]
- dark-marker: [1575, 95, 1600, 155]
- directory-entry: — Wwe, M., Wohldorferstr. 49, ✉ 22: [1190, 204, 1402, 219]
- directory-entry: — Wwe, Albin, Hamburgerstr. 14, ✉ 21: [546, 601, 775, 616]
- directory-entry: — Ernst, Gosslerstr. 58, ✉ 30: [546, 1645, 717, 1660]
- directory-entry: — Emil, Ober-Feuerwehrmann, Seumestrasse 38, ✉ 23: [546, 1586, 848, 1616]
- directory-entry: — Th., Schlosser, Lindenallee 66, ✉ 19: [1190, 807, 1416, 822]
- directory-entry: — Max, Wirthsch., ⇨ V, 2788, Kohlhöfen 24b, ✉ 3: [1190, 292, 1478, 307]
- directory-entry: — Wilh., Kistenmacher, Norderstr. 89, H. 5, ✉ 1: [1190, 969, 1469, 984]
- directory-entry: — Alw., Vogelhdlg., Heidenkampsweg 168: [546, 689, 792, 704]
- directory-entry: — Ernst, Maurer, Rönnhaidstr. 76, ✉ 22: [868, 204, 1100, 219]
- page-number: II—564: [238, 140, 327, 166]
- directory-entry: — Ernst, Brothdlg., Rückertstr. 10, ✉ 23: [868, 219, 1103, 234]
- directory-entry: — Wilh. Fr., Maurer, Eilbeckerweg 24, H. A, ✉ 23: [1190, 1204, 1479, 1219]
- directory-entry: — Wilh., Rohtabak en gros, Vereinsstr. 34, ✉ 6, Wohn: Goebenstr. 8, ✉ 30: [222, 983, 497, 1013]
- directory-entry: — Paul, Sartoriusstr. 14, ✉ 31: [1190, 484, 1364, 499]
- directory-entry: — A. J., Oberzollcontrolleur, Laufgraben 31, ✉ 13: [546, 895, 833, 910]
- directory-entry: — A. F. H., Stellmacher, Bartelsstr. 113, Hths., ✉ 6: [546, 851, 841, 866]
- directory-entry: — Wwe, E., Frickestr. 24, ✉ 20: [546, 1454, 726, 1469]
